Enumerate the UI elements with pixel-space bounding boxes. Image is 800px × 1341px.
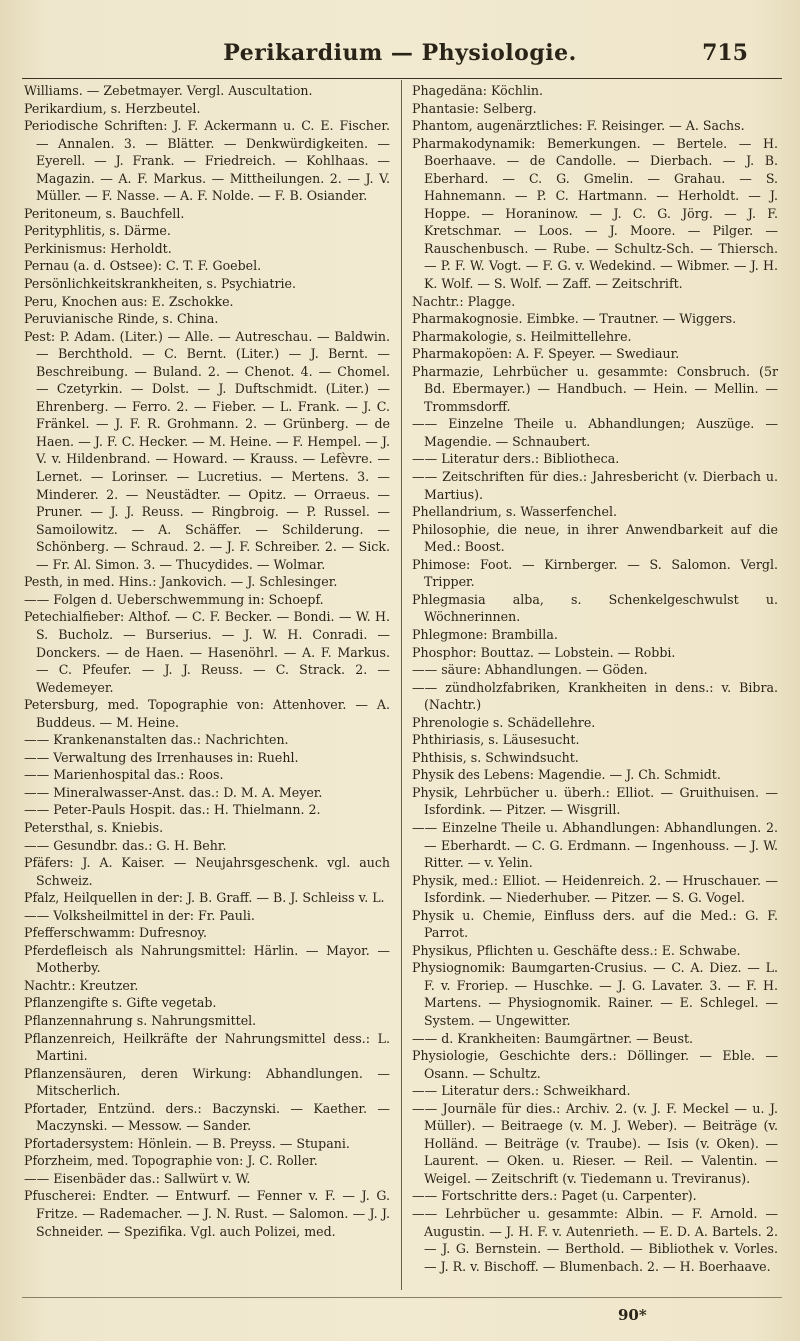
index-entry: Pfortadersystem: Hönlein. — B. Preyss. — Stupani. <box>24 1135 350 1151</box>
index-entry: Phimose: Foot. — Kirnberger. — S. Salomon. Vergl. Tripper. <box>412 556 778 590</box>
index-entry: Peru, Knochen aus: E. Zschokke. <box>24 293 234 309</box>
index-entry: Pflanzennahrung s. Nahrungsmittel. <box>24 1012 257 1028</box>
index-entry: Perikardium, s. Herzbeutel. <box>24 100 201 116</box>
index-entry: Philosophie, die neue, in ihrer Anwendbarkeit auf die Med.: Boost. <box>412 521 778 555</box>
index-entry: Pforzheim, med. Topographie von: J. C. Roller. <box>24 1153 318 1169</box>
left-column <box>24 82 390 1240</box>
index-entry: Williams. — Zebetmayer. Vergl. Auscultation. <box>24 83 313 98</box>
index-entry: Pharmazie, Lehrbücher u. gesammte: Consbruch. (5r Bd. Ebermayer.) — Handbuch. — Hein. — Mellin. — Trommsdorff. <box>412 363 778 414</box>
index-entry: Pharmakodynamik: Bemerkungen. — Bertele. — H. Boerhaave. — de Candolle. — Dierbach. — J. B. Eberhard. — C. G. Gmelin. — Grahau. — S. Hahnemann. — P. C. Hartmann. — Herholdt. — J. Hoppe. — Horaninow. — J. C. G. Jörg. — J. F. Kretschmar. — Loos. — J. Moore. — Pilger. — Rauschenbusch. — Rube. — Schultz-Sch. — Thiersch. — P. F. W. Vogt. — F. G. v. Wedekind. — Wibmer. — J. H. K. Wolf. — S. Wolf. — Zaff. — Zeitschrift. <box>412 135 778 292</box>
index-entry: Phellandrium, s. Wasserfenchel. <box>412 504 617 520</box>
index-entry: Petersthal, s. Kniebis. <box>24 819 164 835</box>
index-entry: Pflanzengifte s. Gifte vegetab. <box>24 995 217 1011</box>
index-entry: Peritoneum, s. Bauchfell. <box>24 205 185 221</box>
index-entry: —— Journäle für dies.: Archiv. 2. (v. J. F. Meckel — u. J. Müller). — Beitraege (v. M. J. Weber). — Beiträge (v. Holländ. — Beiträge (v. Traube). — Isis (v. Oken). — Laurent. — Oken. u. Rieser. — Reil. — Valentin. — Weigel. — Zeitschrift (v. Tiedemann u. Treviranus). <box>412 1100 778 1186</box>
page-title: Perikardium — Physiologie. <box>223 40 577 66</box>
index-entry: Pesth, in med. Hins.: Jankovich. — J. Schlesinger. <box>24 574 338 590</box>
index-entry: Perityphlitis, s. Därme. <box>24 223 171 239</box>
index-entry: Pflanzenreich, Heilkräfte der Nahrungsmittel dess.: L. Martini. <box>24 1030 390 1064</box>
index-entry: —— Einzelne Theile u. Abhandlungen: Abhandlungen. 2. — Eberhardt. — C. G. Erdmann. — Ingenhouss. — J. W. Ritter. — v. Yelin. <box>412 819 778 871</box>
index-entry: Physik, Lehrbücher u. überh.: Elliot. — Gruithuisen. — Isfordink. — Pitzer. — Wisgrill. <box>412 784 778 818</box>
index-entry: Pharmakognosie. Eimbke. — Trautner. — Wiggers. <box>412 311 737 327</box>
index-entry: Pflanzensäuren, deren Wirkung: Abhandlungen. — Mitscherlich. <box>24 1065 390 1099</box>
index-entry: —— Eisenbäder das.: Sallwürt v. W. <box>24 1170 251 1186</box>
index-entry: Pferdefleisch als Nahrungsmittel: Härlin. — Mayor. — Motherby. <box>24 942 390 976</box>
index-entry: Phlegmasia alba, s. Schenkelgeschwulst u. Wöchnerinnen. <box>412 591 778 625</box>
index-entry: —— Literatur ders.: Bibliotheca. <box>412 451 620 467</box>
column-separator <box>401 80 402 1290</box>
index-entry: Pfortader, Entzünd. ders.: Baczynski. — Kaether. — Maczynski. — Messow. — Sander. <box>24 1100 390 1134</box>
index-entry: —— Folgen d. Ueberschwemmung in: Schoepf. <box>24 591 324 607</box>
index-entry: Phlegmone: Brambilla. <box>412 626 558 642</box>
index-entry: —— Einzelne Theile u. Abhandlungen; Auszüge. — Magendie. — Schnaubert. <box>412 416 778 449</box>
index-entry: Pfuscherei: Endter. — Entwurf. — Fenner v. F. — J. G. Fritze. — Rademacher. — J. N. Rust. — Salomon. — J. J. Schneider. — Spezifika. Vgl. auch Polizei, med. <box>24 1188 390 1239</box>
index-entry: —— Krankenanstalten das.: Nachrichten. <box>24 732 289 748</box>
index-entry: Physik des Lebens: Magendie. — J. Ch. Schmidt. <box>412 767 721 783</box>
index-entry: Nachtr.: Plagge. <box>412 293 516 309</box>
index-entry: Phrenologie s. Schädellehre. <box>412 714 596 730</box>
index-entry: Phthisis, s. Schwindsucht. <box>412 749 579 765</box>
signature-mark: 90* <box>618 1306 647 1324</box>
index-entry: —— Marienhospital das.: Roos. <box>24 767 224 783</box>
index-entry: Nachtr.: Kreutzer. <box>24 977 139 993</box>
index-entry: —— d. Krankheiten: Baumgärtner. — Beust. <box>412 1030 694 1046</box>
index-entry: Physikus, Pflichten u. Geschäfte dess.: E. Schwabe. <box>412 942 741 958</box>
index-entry: Phagedäna: Köchlin. <box>412 83 544 98</box>
index-entry: —— Gesundbr. das.: G. H. Behr. <box>24 837 227 853</box>
index-entry: Pharmakopöen: A. F. Speyer. — Swediaur. <box>412 346 680 362</box>
index-entry: —— Literatur ders.: Schweikhard. <box>412 1083 631 1099</box>
index-entry: Phosphor: Bouttaz. — Lobstein. — Robbi. <box>412 644 676 660</box>
index-entry: Physiologie, Geschichte ders.: Döllinger. — Eble. — Osann. — Schultz. <box>412 1048 778 1081</box>
index-entry: Physik, med.: Elliot. — Heidenreich. 2. — Hruschauer. — Isfordink. — Niederhuber. — Pitzer. — S. G. Vogel. <box>412 872 778 906</box>
index-entry: Pernau (a. d. Ostsee): C. T. F. Goebel. <box>24 258 262 274</box>
index-entry: —— Mineralwasser-Anst. das.: D. M. A. Meyer. <box>24 784 323 800</box>
index-entry: Persönlichkeitskrankheiten, s. Psychiatrie. <box>24 276 296 292</box>
right-column <box>412 82 778 1275</box>
index-entry: —— Fortschritte ders.: Paget (u. Carpenter). <box>412 1188 697 1204</box>
page-number: 715 <box>702 40 748 66</box>
header-rule <box>22 78 782 79</box>
index-entry: Physiognomik: Baumgarten-Crusius. — C. A. Diez. — L. F. v. Froriep. — Huschke. — J. G. Lavater. 3. — F. H. Martens. — Physiognomik. Rainer. — E. Schlegel. — System. — Ungewitter. <box>412 960 778 1028</box>
index-entry: —— Verwaltung des Irrenhauses in: Ruehl. <box>24 749 299 765</box>
index-entry: Pfäfers: J. A. Kaiser. — Neujahrsgeschenk. vgl. auch Schweiz. <box>24 855 390 888</box>
index-entry: —— Lehrbücher u. gesammte: Albin. — F. Arnold. — Augustin. — J. H. F. v. Autenrieth. — E. D. A. Bartels. 2. — J. G. Bernstein. — Berthold. — Bibliothek v. Vorles. — J. R. v. Bischoff. — Blumenbach. 2. — H. Boerhaave. <box>412 1206 778 1274</box>
index-entry: —— Volksheilmittel in der: Fr. Pauli. <box>24 907 255 923</box>
index-entry: Petechialfieber: Althof. — C. F. Becker. — Bondi. — W. H. S. Bucholz. — Burserius. — J. W. H. Conradi. — Donckers. — de Haen. — Hasenöhrl. — A. F. Markus. — C. Pfeufer. — J. J. Reuss. — C. Strack. 2. — Wedemeyer. <box>24 609 390 695</box>
index-entry: Peruvianische Rinde, s. China. <box>24 311 219 327</box>
index-entry: Pest: P. Adam. (Liter.) — Alle. — Autreschau. — Baldwin. — Berchthold. — C. Bernt. (Liter.) — J. Bernt. — Beschreibung. — Buland. 2. — Chenot. 4. — Chomel. — Czetyrkin. — Dolst. — J. Duftschmidt. (Liter.) — Ehrenberg. — Ferro. 2. — Fieber. — L. Frank. — J. C. Fränkel. — J. F. R. Grohmann. 2. — Grünberg. — de Haen. — J. F. C. Hecker. — M. Heine. — F. Hempel. — J. V. v. Hildenbrand. — Howard. — Krauss. — Lefèvre. — Lernet. — Lorinser. — Lucretius. — Mertens. 3. — Minderer. 2. — Neustädter. — Opitz. — Orraeus. — Pruner. — J. J. Reuss. — Ringbroig. — P. Russel. — Samoilowitz. — A. Schäffer. — Schilderung. — Schönberg. — Schraud. 2. — J. F. Schreiber. 2. — Sick. — Fr. Al. Simon. 3. — Thucydides. — Wolmar. <box>24 328 390 572</box>
index-entry: —— Peter-Pauls Hospit. das.: H. Thielmann. 2. <box>24 802 321 818</box>
index-entry: Physik u. Chemie, Einfluss ders. auf die Med.: G. F. Parrot. <box>412 907 778 941</box>
index-entry: Pfefferschwamm: Dufresnoy. <box>24 925 207 941</box>
index-entry: Phantom, augenärztliches: F. Reisinger. — A. Sachs. <box>412 118 745 134</box>
index-entry: —— zündholzfabriken, Krankheiten in dens.: v. Bibra. (Nachtr.) <box>412 679 778 713</box>
index-entry: —— Zeitschriften für dies.: Jahresbericht (v. Dierbach u. Martius). <box>412 469 778 502</box>
footer-rule <box>22 1297 782 1298</box>
running-header <box>0 40 800 74</box>
index-entry: Petersburg, med. Topographie von: Attenhover. — A. Buddeus. — M. Heine. <box>24 697 390 730</box>
index-entry: Phantasie: Selberg. <box>412 100 537 116</box>
index-entry: Periodische Schriften: J. F. Ackermann u. C. E. Fischer. — Annalen. 3. — Blätter. — Denkwürdigkeiten. — Eyerell. — J. Frank. — Friedreich. — Kohlhaas. — Magazin. — A. F. Markus. — Mittheilungen. 2. — J. V. Müller. — F. Nasse. — A. F. Nolde. — F. B. Osiander. <box>24 118 390 204</box>
index-entry: Pfalz, Heilquellen in der: J. B. Graff. — B. J. Schleiss v. L. <box>24 890 385 906</box>
index-entry: Pharmakologie, s. Heilmittellehre. <box>412 328 632 344</box>
index-entry: Phthiriasis, s. Läusesucht. <box>412 732 580 748</box>
index-entry: Perkinismus: Herholdt. <box>24 240 172 256</box>
index-entry: —— säure: Abhandlungen. — Göden. <box>412 662 648 678</box>
